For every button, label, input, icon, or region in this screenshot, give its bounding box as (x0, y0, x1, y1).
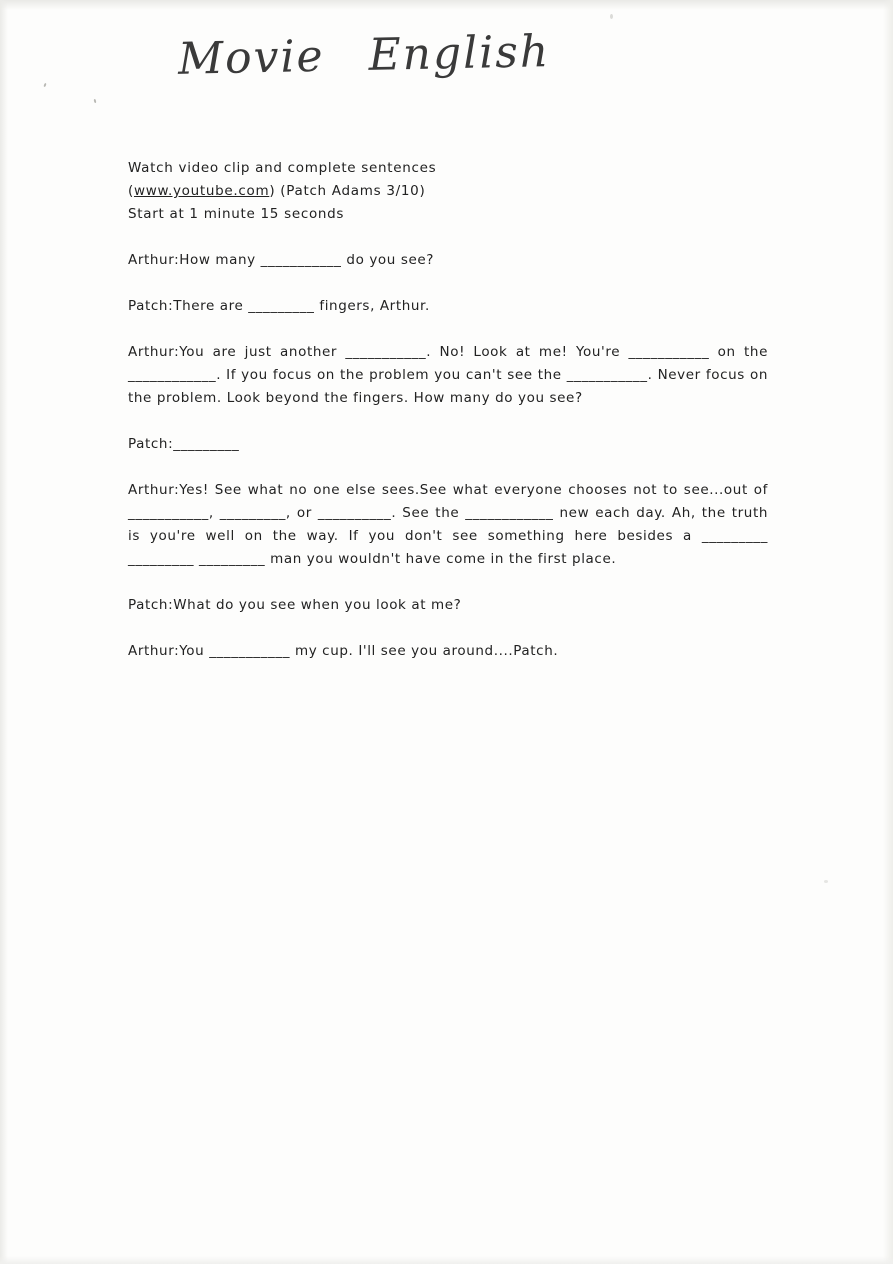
dialogue-line-arthur-1: Arthur:How many ___________ do you see? (128, 252, 435, 268)
paren-open: ( (128, 183, 134, 199)
instruction-line-2 (128, 180, 768, 203)
scan-speck (43, 83, 46, 87)
scan-edge-top (0, 0, 893, 10)
paren-close-and-movie-ref: ) (Patch Adams 3/10) (269, 183, 426, 199)
scan-speck (610, 14, 613, 19)
scan-speck (824, 880, 828, 883)
page-title (178, 26, 551, 85)
instructions-block (128, 157, 768, 226)
instruction-line-1: Watch video clip and complete sentences (128, 160, 437, 176)
instruction-line-3: Start at 1 minute 15 seconds (128, 206, 345, 222)
dialogue-line-arthur-3: Arthur:Yes! See what no one else sees.See what everyone chooses not to see...out of ___________, _________, or __________. See the ____________ new each day. Ah, the truth is you're well on the way. If you don't see something here besides a _________ _________ _________ man you wouldn't have come in the first place. (128, 482, 768, 567)
title-word-movie: Movie (177, 30, 326, 85)
scan-speck (94, 99, 97, 103)
dialogue-line-arthur-4: Arthur:You ___________ my cup. I'll see you around....Patch. (128, 643, 559, 659)
scan-edge-bottom (0, 1256, 893, 1264)
worksheet-body (128, 157, 768, 663)
scan-edge-left (0, 0, 8, 1264)
dialogue-line-patch-3: Patch:What do you see when you look at me? (128, 597, 462, 613)
dialogue-line-patch-1: Patch:There are _________ fingers, Arthur. (128, 298, 430, 314)
scan-edge-right (883, 0, 893, 1264)
dialogue-line-arthur-2: Arthur:You are just another ___________. No! Look at me! You're ___________ on the ____________. If you focus on the problem you can't see the ___________. Never focus on the problem. Look beyond the fingers. How many do you see? (128, 344, 768, 406)
youtube-link[interactable]: www.youtube.com (133, 183, 270, 199)
dialogue-line-patch-2: Patch:_________ (128, 436, 240, 452)
title-word-english: English (367, 26, 551, 81)
